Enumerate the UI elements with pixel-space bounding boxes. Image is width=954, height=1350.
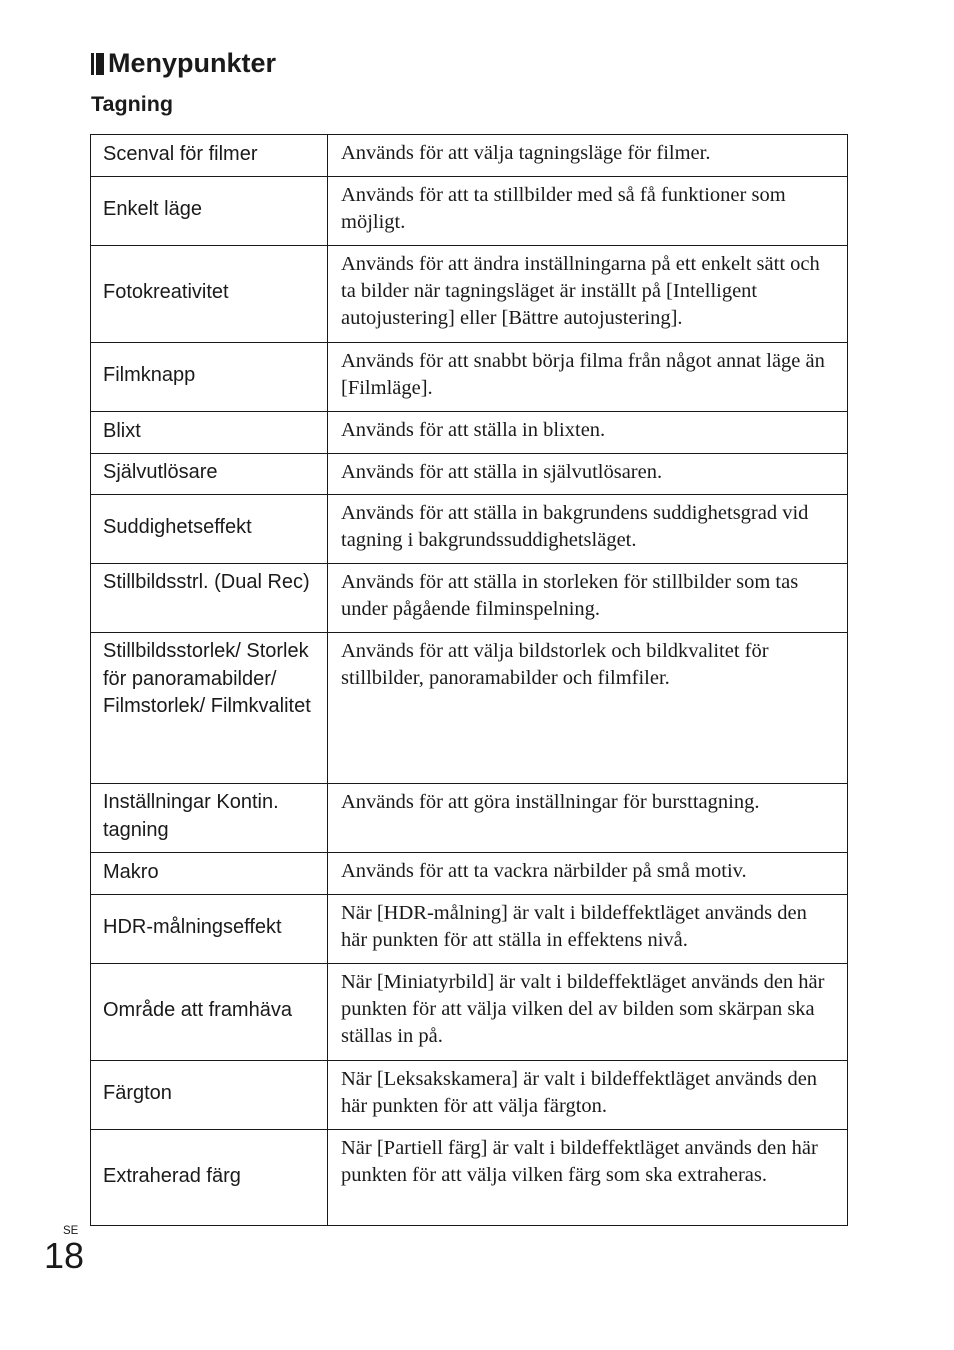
table-row <box>91 343 848 412</box>
table-row <box>91 1130 848 1226</box>
menu-item-name: Område att framhäva <box>91 964 328 1061</box>
section-heading <box>91 48 276 79</box>
page-number <box>44 1225 85 1276</box>
table-row <box>91 1061 848 1130</box>
table-row <box>91 495 848 564</box>
menu-item-name: Blixt <box>91 412 328 454</box>
menu-item-description: Används för att ta vackra närbilder på små motiv. <box>328 853 848 895</box>
menu-item-name: Stillbildsstorlek/ Storlek för panoramabilder/ Filmstorlek/ Filmkvalitet <box>91 633 328 784</box>
menu-item-name: Färgton <box>91 1061 328 1130</box>
menu-item-name: Fotokreativitet <box>91 246 328 343</box>
menu-item-name: Självutlösare <box>91 454 328 495</box>
menu-item-name: Scenval för filmer <box>91 135 328 177</box>
heading-marker-icon <box>91 53 104 75</box>
menu-item-description: När [HDR-målning] är valt i bildeffektläget används den här punkten för att ställa in effektens nivå. <box>328 895 848 964</box>
table-row <box>91 964 848 1061</box>
menu-item-name: HDR-målningseffekt <box>91 895 328 964</box>
menu-item-description: Används för att göra inställningar för bursttagning. <box>328 784 848 853</box>
menu-item-description: När [Leksakskamera] är valt i bildeffektläget används den här punkten för att välja färgton. <box>328 1061 848 1130</box>
menu-item-description: Används för att ställa in bakgrundens suddighetsgrad vid tagning i bakgrundssuddighetsläget. <box>328 495 848 564</box>
table-row <box>91 412 848 454</box>
menu-item-description: När [Partiell färg] är valt i bildeffektläget används den här punkten för att välja vilken färg som ska extraheras. <box>328 1130 848 1226</box>
menu-item-description: Används för att ändra inställningarna på ett enkelt sätt och ta bilder när tagningsläget är inställt på [Intelligent autojustering] eller [Bättre autojustering]. <box>328 246 848 343</box>
menu-item-description: Används för att snabbt börja filma från något annat läge än [Filmläge]. <box>328 343 848 412</box>
menu-items-table <box>90 134 848 1226</box>
menu-item-description: När [Miniatyrbild] är valt i bildeffektläget används den här punkten för att välja vilken del av bilden som skärpan ska ställas in på. <box>328 964 848 1061</box>
menu-item-name: Suddighetseffekt <box>91 495 328 564</box>
table-row <box>91 177 848 246</box>
table-row <box>91 246 848 343</box>
menu-item-description: Används för att ställa in självutlösaren. <box>328 454 848 495</box>
menu-item-name: Extraherad färg <box>91 1130 328 1226</box>
menu-item-name: Stillbildsstrl. (Dual Rec) <box>91 564 328 633</box>
menu-item-name: Inställningar Kontin. tagning <box>91 784 328 853</box>
table-row <box>91 564 848 633</box>
menu-item-description: Används för att ta stillbilder med så få funktioner som möjligt. <box>328 177 848 246</box>
table-row <box>91 454 848 495</box>
menu-item-description: Används för att välja tagningsläge för filmer. <box>328 135 848 177</box>
table-row <box>91 895 848 964</box>
table-row <box>91 853 848 895</box>
menu-item-name: Enkelt läge <box>91 177 328 246</box>
section-subtitle: Tagning <box>91 92 174 116</box>
table-row <box>91 784 848 853</box>
menu-item-name: Makro <box>91 853 328 895</box>
language-code: SE <box>63 1225 79 1237</box>
menu-item-description: Används för att välja bildstorlek och bildkvalitet för stillbilder, panoramabilder och filmfiler. <box>328 633 848 784</box>
menu-item-description: Används för att ställa in storleken för stillbilder som tas under pågående filminspelning. <box>328 564 848 633</box>
table-row <box>91 135 848 177</box>
page-number-value: 18 <box>44 1235 85 1276</box>
table-row <box>91 633 848 784</box>
section-title: Menypunkter <box>108 48 277 78</box>
menu-item-description: Används för att ställa in blixten. <box>328 412 848 454</box>
menu-item-name: Filmknapp <box>91 343 328 412</box>
